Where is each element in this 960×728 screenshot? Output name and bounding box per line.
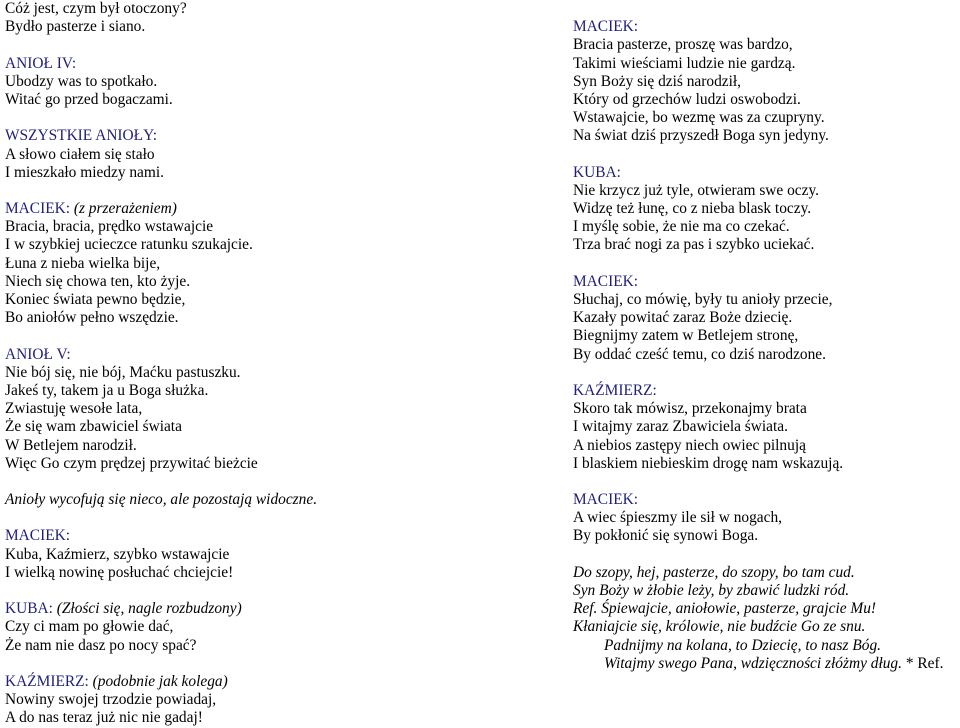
stanza-gap (5, 509, 445, 527)
speaker-line (573, 18, 960, 36)
speaker-line (573, 382, 960, 400)
italic-line (573, 582, 960, 600)
verse-line: Łuna z nieba wielka bije, (5, 254, 161, 272)
verse-line: Słuchaj, co mówię, były tu anioły przecie, (573, 291, 833, 308)
verse-line: I myślę sobie, że nie ma co czekać. (573, 218, 790, 236)
verse-line: I wielką nowinę posłuchać chciejcie! (5, 563, 234, 581)
verse-line: Trza brać nogi za pas i szybko uciekać. (573, 236, 815, 254)
speaker-line (5, 346, 445, 364)
speaker-line (573, 273, 960, 291)
verse-line: Ubodzy was to spotkało. (5, 72, 158, 90)
stage-direction: (Złości się, nagle rozbudzony) (56, 600, 242, 618)
stanza-gap (573, 255, 960, 273)
stanza-gap (573, 364, 960, 382)
verse-line: Który od grzechów ludzi oswobodzi. (573, 90, 801, 108)
verse-line: Bydło pasterze i siano. (5, 18, 146, 36)
stanza-gap (5, 582, 445, 600)
italic-line (573, 564, 960, 582)
stanza-gap (573, 0, 960, 18)
verse-line: Na świat dziś przyszedł Boga syn jedyny. (573, 127, 829, 145)
italic-text: Ref. Śpiewajcie, aniołowie, pasterze, grajcie Mu! (573, 600, 877, 618)
verse-line: Syn Boży się dziś narodził, (573, 72, 741, 90)
speaker-name: KUBA: (573, 163, 621, 181)
speaker-name: MACIEK: (573, 491, 638, 509)
speaker-name: WSZYSTKIE ANIOŁY: (5, 127, 158, 145)
stanza-gap (5, 109, 445, 127)
italic-line (573, 618, 960, 636)
verse-line: Skoro tak mówisz, przekonajmy brata (573, 400, 807, 418)
stanza-gap (5, 36, 445, 54)
italic-line (573, 637, 960, 655)
verse-line: Bracia, bracia, prędko wstawajcie (5, 218, 214, 236)
speaker-name: KAŹMIERZ: (5, 672, 89, 690)
speaker-name: MACIEK: (5, 200, 70, 218)
stanza-gap (5, 182, 445, 200)
verse-line: Witać go przed bogaczami. (5, 90, 173, 108)
stanza-gap (573, 546, 960, 564)
speaker-line (5, 200, 445, 218)
speaker-name: MACIEK: (5, 527, 70, 545)
verse-line: Nowiny swojej trzodzie powiadaj, (5, 691, 217, 709)
speaker-line (5, 127, 445, 145)
speaker-line (5, 673, 445, 691)
verse-line: Kazały powitać zaraz Boże dziecię. (573, 309, 793, 327)
refrain-mark: * Ref. (901, 654, 944, 672)
verse-line: Że się wam zbawiciel świata (5, 418, 182, 436)
verse-line: Bo aniołów pełno wszędzie. (5, 309, 179, 327)
speaker-line (5, 55, 445, 73)
verse-line: W Betlejem narodził. (5, 436, 137, 454)
verse-line: Niech się chowa ten, kto żyje. (5, 272, 191, 290)
verse-line: I witajmy zaraz Zbawiciela świata. (573, 418, 788, 436)
stanza-gap (5, 655, 445, 673)
italic-text: Witajmy swego Pana, wdzięczności złóżmy dług. (604, 654, 902, 672)
verse-line: Nie krzycz już tyle, otwieram swe oczy. (573, 181, 820, 199)
verse-line: Biegnijmy zatem w Betlejem stronę, (573, 327, 799, 345)
stanza-gap (573, 473, 960, 491)
verse-line: Czy ci mam po głowie dać, (5, 618, 174, 636)
verse-line: By oddać cześć temu, co dziś narodzone. (573, 345, 826, 363)
verse-line: Widzę też łunę, co z nieba blask toczy. (573, 200, 812, 218)
italic-line (573, 600, 960, 618)
speaker-line (5, 600, 445, 618)
speaker-name: ANIOŁ IV: (5, 54, 77, 72)
verse-line: By pokłonić się synowi Boga. (573, 527, 759, 545)
verse-line: Nie bój się, nie bój, Maćku pastuszku. (5, 363, 241, 381)
italic-text: Do szopy, hej, pasterze, do szopy, bo tam cud. (573, 563, 855, 581)
verse-line: Bracia pasterze, proszę was bardzo, (573, 36, 793, 54)
verse-line: A wiec śpieszmy ile sił w nogach, (573, 509, 783, 527)
speaker-name: KUBA: (5, 600, 53, 618)
verse-line: A słowo ciałem się stało (5, 145, 155, 163)
speaker-name: ANIOŁ V: (5, 345, 71, 363)
italic-text: Padnijmy na kolana, to Dziecię, to nasz Bóg. (604, 636, 881, 654)
left-column (5, 0, 445, 728)
verse-line: I mieszkało miedzy nami. (5, 163, 164, 181)
verse-line: Wstawajcie, bo wezmę was za czupryny. (573, 109, 825, 127)
speaker-line (5, 527, 445, 545)
speaker-name: KAŹMIERZ: (573, 381, 657, 399)
stage-direction: (podobnie jak kolega) (92, 672, 228, 690)
speaker-name: MACIEK: (573, 18, 638, 36)
right-column (573, 0, 960, 673)
stage-direction: (z przerażeniem) (73, 200, 177, 218)
italic-line (573, 655, 960, 673)
italic-line (5, 491, 445, 509)
verse-line: Że nam nie dasz po nocy spać? (5, 636, 197, 654)
verse-line: Koniec świata pewno będzie, (5, 291, 186, 308)
italic-text: Anioły wycofują się nieco, ale pozostają widoczne. (5, 491, 318, 509)
speaker-name: MACIEK: (573, 272, 638, 290)
verse-line: Jakeś ty, takem ja u Boga służka. (5, 381, 209, 399)
verse-line: Takimi wieściami ludzie nie gardzą. (573, 54, 796, 72)
stanza-gap (5, 473, 445, 491)
stanza-gap (573, 146, 960, 164)
speaker-line (573, 164, 960, 182)
verse-line: Więc Go czym prędzej przywitać bieżcie (5, 454, 258, 472)
speaker-line (573, 491, 960, 509)
verse-line: I blaskiem niebieskim drogę nam wskazują. (573, 454, 844, 472)
italic-text: Syn Boży w żłobie leży, by zbawić ludzki ród. (573, 582, 850, 599)
italic-text: Kłaniajcie się, królowie, nie budźcie Go ze snu. (573, 618, 866, 636)
verse-line: Zwiastuję wesołe lata, (5, 400, 143, 418)
verse-line: A do nas teraz już nic nie gadaj! (5, 709, 203, 727)
verse-line: I w szybkiej ucieczce ratunku szukajcie. (5, 236, 253, 254)
verse-line: Kuba, Kaźmierz, szybko wstawajcie (5, 545, 230, 563)
verse-line: A niebios zastępy niech owiec pilnują (573, 436, 806, 454)
verse-line: Cóż jest, czym był otoczony? (5, 0, 187, 17)
stanza-gap (5, 327, 445, 345)
